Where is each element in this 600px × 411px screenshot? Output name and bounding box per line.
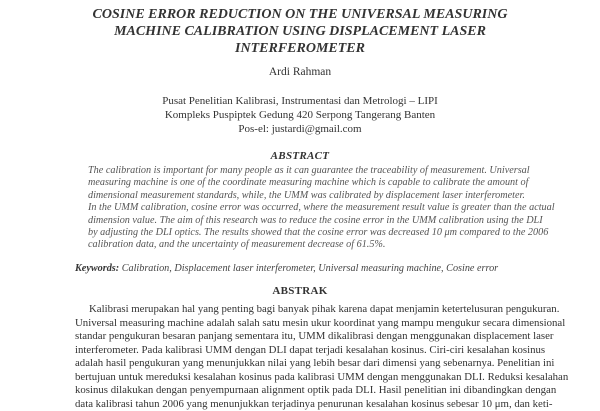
abstrak-line: Universal measuring machine adalah salah satu mesin ukur koordinat yang mampu mengukur secara dimensional — [75, 317, 527, 331]
abstrak-line: kosinus dilakukan dengan penyempurnaan alignment optik pada DLI. Hasil penelitian ini dibandingkan dengan — [75, 384, 527, 398]
title-line-3: INTERFEROMETER — [0, 40, 600, 57]
keywords — [75, 263, 545, 274]
abstract-line: calibration data, and the uncertainty of measurement decrease of 61.5%. — [88, 239, 518, 251]
affiliation-line-2: Kompleks Puspiptek Gedung 420 Serpong Tangerang Banten — [0, 108, 600, 122]
affiliation-email: Pos-el: justardi@gmail.com — [0, 122, 600, 136]
abstrak-line: bertujuan untuk mereduksi kesalahan kosinus pada kalibrasi UMM dengan menggunakan DLI. Reduksi kesalahan — [75, 371, 527, 385]
abstract-line: dimensional measurement standards, while, the UMM was calibrated by displacement laser interferometer. — [88, 190, 518, 202]
title-line-1: COSINE ERROR REDUCTION ON THE UNIVERSAL MEASURING — [0, 6, 600, 23]
title-line-2: MACHINE CALIBRATION USING DISPLACEMENT LASER — [0, 23, 600, 40]
paper-title — [0, 6, 600, 57]
abstract-line: In the UMM calibration, cosine error was occurred, where the measurement result value is greater than the actual — [88, 202, 518, 214]
abstrak-line: interferometer. Pada kalibrasi UMM dengan DLI dapat terjadi kesalahan kosinus. Ciri-ciri kesalahan kosinus — [75, 344, 527, 358]
abstrak-heading: ABSTRAK — [0, 285, 600, 297]
keywords-text: Calibration, Displacement laser interferometer, Universal measuring machine, Cosine error — [122, 263, 498, 274]
keywords-label: Keywords: — [75, 263, 119, 274]
author-name: Ardi Rahman — [0, 66, 600, 78]
affiliation-line-1: Pusat Penelitian Kalibrasi, Instrumentasi dan Metrologi – LIPI — [0, 94, 600, 108]
abstract-line: by adjusting the DLI optics. The results showed that the cosine error was decreased 10 μm compared to the 2006 — [88, 227, 518, 239]
abstrak-indonesian — [75, 303, 527, 411]
abstrak-line: standar pengukuran besaran panjang sementara itu, UMM dikalibrasi dengan menggunakan displacement laser — [75, 330, 527, 344]
abstract-line: measuring machine is one of the coordinate measuring machine which is capable to calibrate the amount of — [88, 177, 518, 189]
abstrak-line: Kalibrasi merupakan hal yang penting bagi banyak pihak karena dapat menjamin ketertelusuran pengukuran. — [75, 303, 527, 317]
abstract-english — [88, 165, 518, 252]
abstract-heading: ABSTRACT — [0, 150, 600, 162]
abstrak-line: adalah hasil pengukuran yang menunjukkan nilai yang lebih besar dari dimensi yang sebenarnya. Penelitian ini — [75, 357, 527, 371]
abstrak-line: data kalibrasi tahun 2006 yang menunjukkan terjadinya penurunan kesalahan kosinus sebesar 10 μm, dan keti- — [75, 398, 527, 411]
abstract-line: dimension value. The aim of this research was to reduce the cosine error in the UMM calibration using the DLI — [88, 215, 518, 227]
affiliation — [0, 94, 600, 136]
abstract-line: The calibration is important for many people as it can guarantee the traceability of measurement. Universal — [88, 165, 518, 177]
